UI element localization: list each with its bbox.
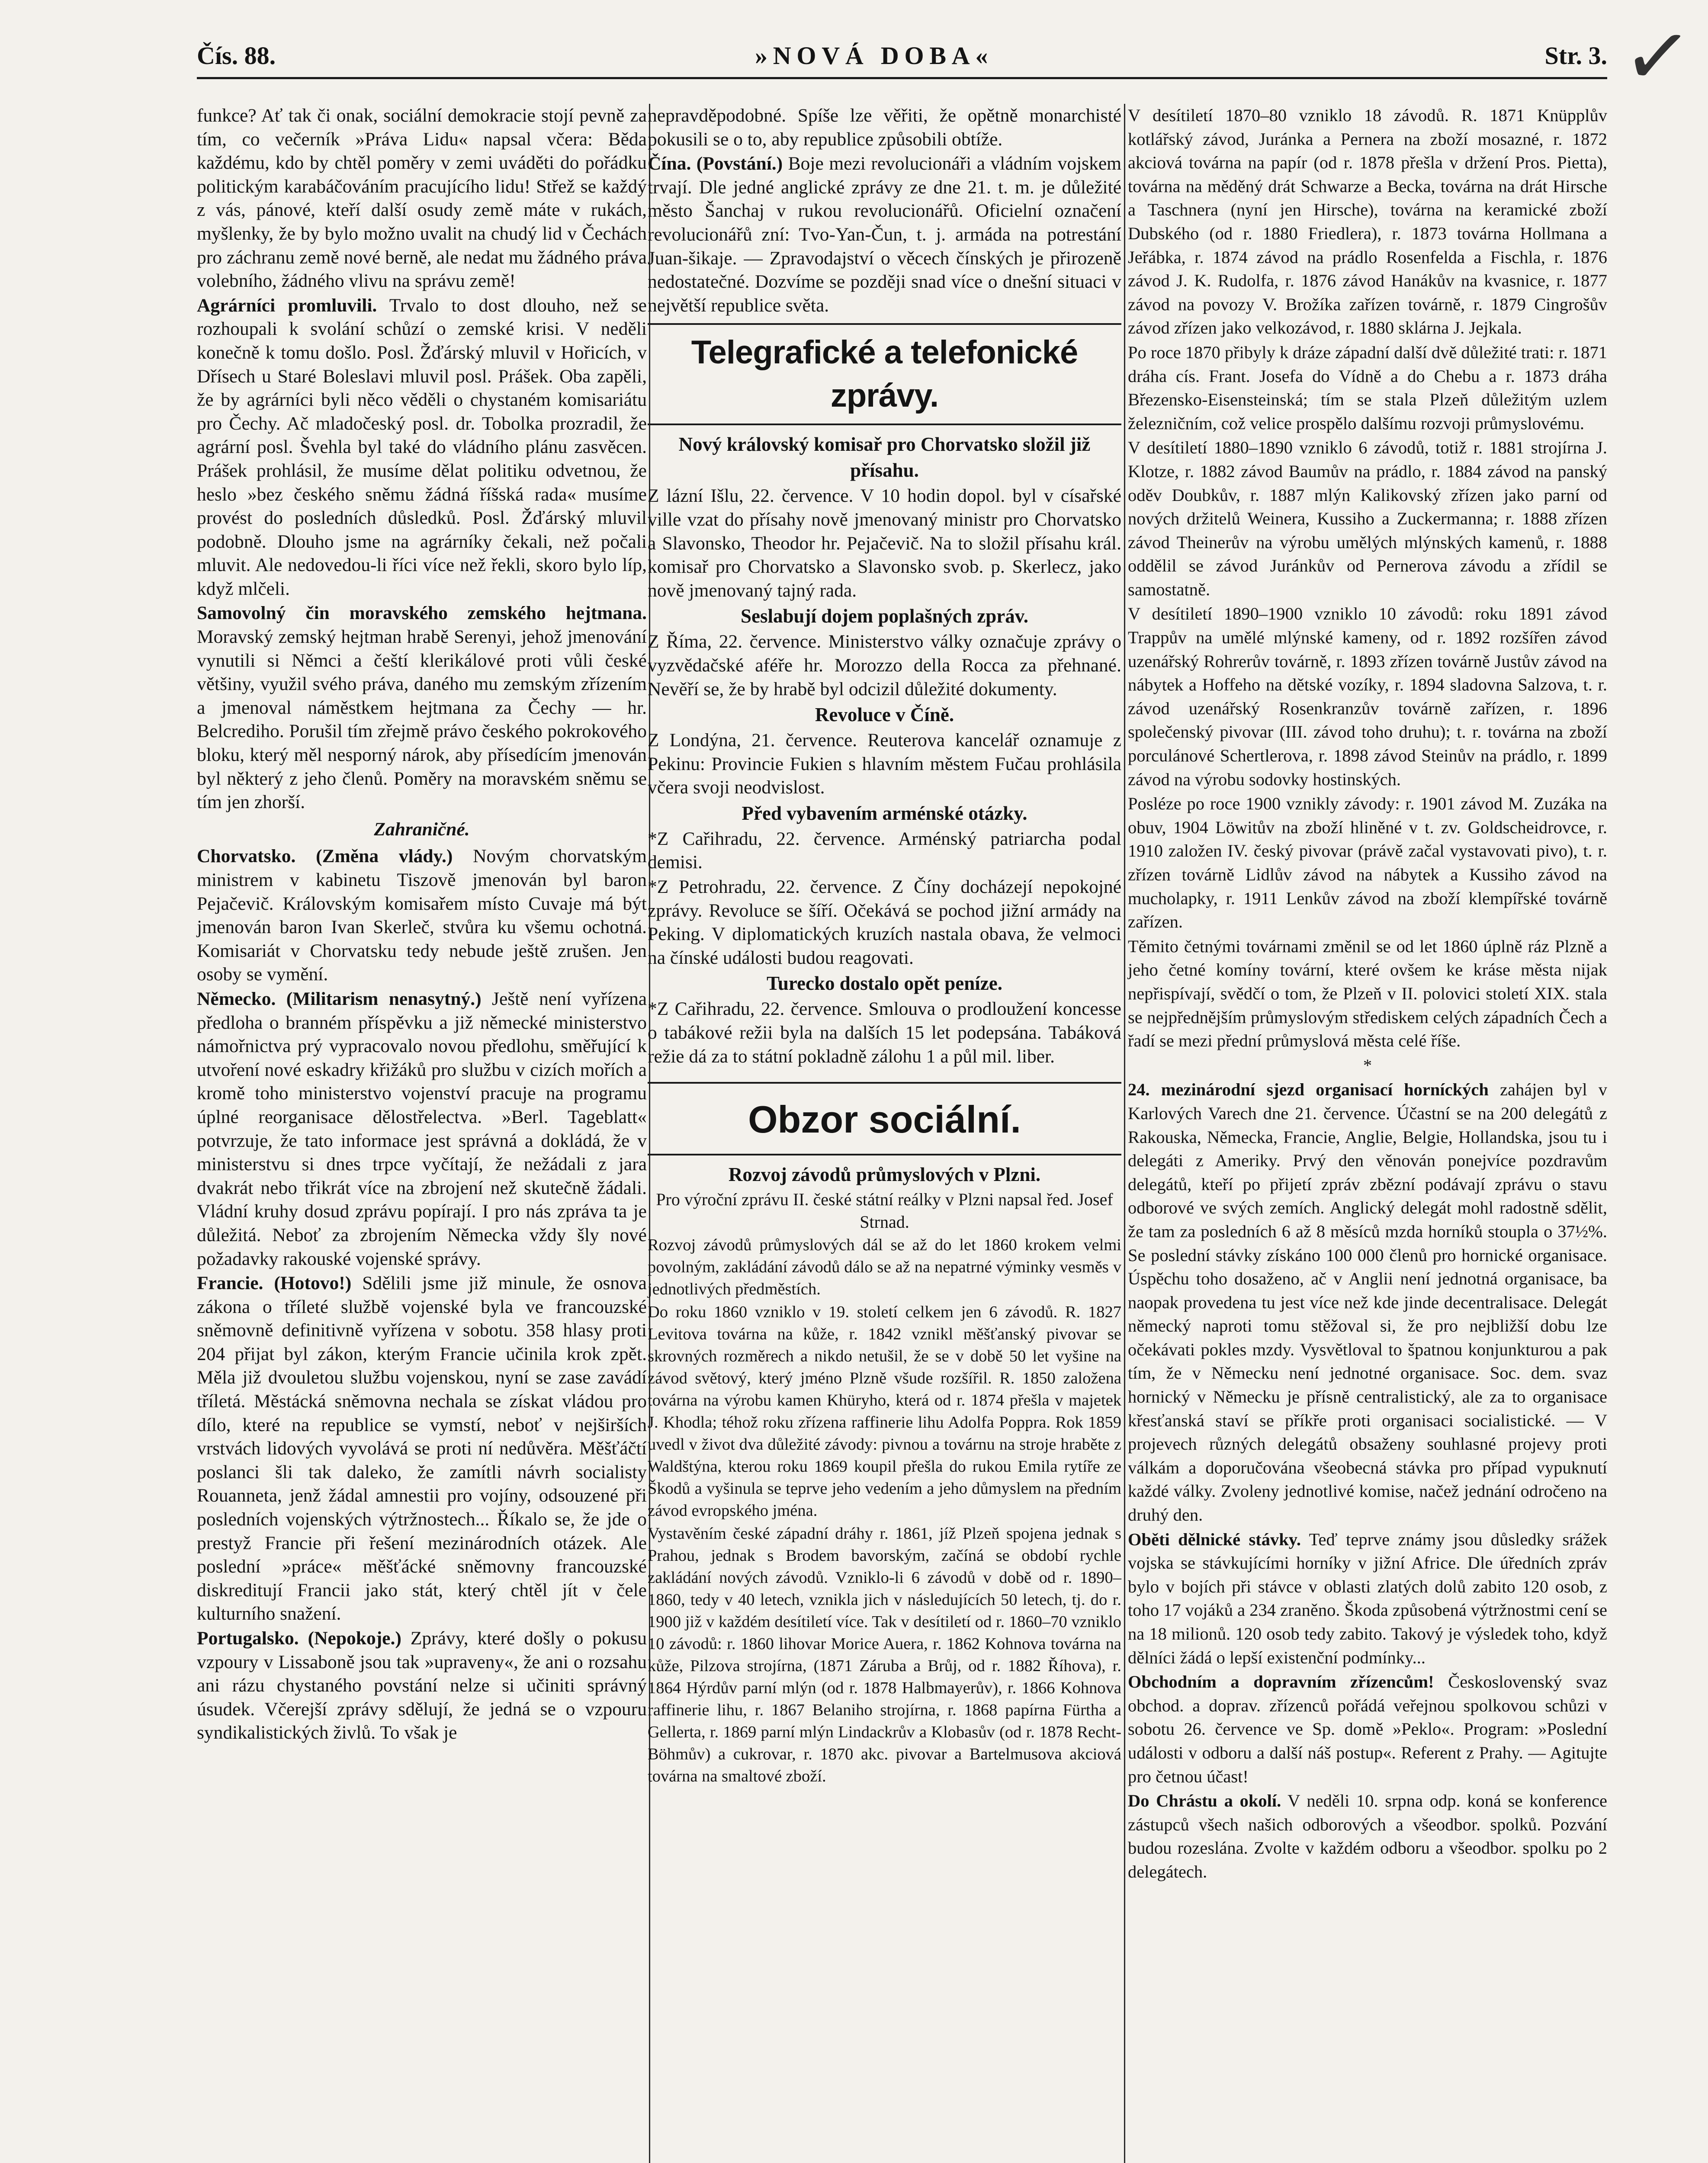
article [1128, 1078, 1607, 1527]
article-text: Ještě není vyřízena předloha o branném příspěvku a již německé ministerstvo námořnictva prý vypracovalo novou předlohu, směřující k utvoření nové eskadry křižáků pro službu v cizích mořích a kromě toho ministerstvo vojenství pracuje na programu úplné reorganisace dělostřelectva. »Berl. Tageblatt« potvrzuje, že tato informace jest správná a dokládá, že v ministerstvu si dnes trpce vyčítají, že nežádali z jara dvakrát nebo třikrát více na zbrojení než skutečně žádali. Vládní kruhy dosud zprávu popírají. I pro nás zpráva ta je důležitá. Neboť za zbrojením Německa vždy šly nové požadavky rakouské vojenské správy. [197, 988, 647, 1269]
news-heading: Turecko dostalo opět peníze. [766, 972, 1003, 995]
news-text: *Z Cařihradu, 22. července. Smlouva o prodloužení koncesse o tabákové režii byla na dalších 15 let podepsána. Tabáková režie dá za to státní pokladně zálohu 1 a půl mil. liber. [648, 998, 1121, 1067]
article-text: Československý svaz obchod. a doprav. zřízenců pořádá veřejnou spolkovou schůzi v sobotu 26. července ve Sp. domě »Peklo«. Program: »Poslední události v odboru a další náš postup«. Referent z Prahy. — Agitujte pro četnou účast! [1128, 1672, 1608, 1786]
page-number: Str. 3. [1544, 42, 1607, 70]
news-heading: Nový královský komisař pro Chorvatsko složil již přísahu. [678, 433, 1091, 481]
news-heading: Seslabují dojem poplašných zpráv. [740, 605, 1029, 627]
news-heading: Revoluce v Číně. [815, 704, 954, 726]
checkmark-icon: ✓ [1618, 5, 1697, 108]
article [1128, 1789, 1607, 1884]
article-heading: Čína. (Povstání.) [648, 153, 783, 174]
article-heading: Francie. (Hotovo!) [197, 1273, 352, 1294]
article-heading: Německo. (Militarism nenasytný.) [197, 988, 482, 1009]
column-3 [1128, 104, 1607, 1885]
article-text: Novým chorvatským ministrem v kabinetu Tiszově jmenován byl baron Pejačevič. Královským komisařem místo Cuvaje má být jmenován baron Ivan Skerleč, stvůra ku všemu ochotná. Komisariát v Chorvatsku tedy nebude ještě zrušen. Jen osoby se vymění. [197, 846, 647, 985]
issue-number: Čís. 88. [197, 42, 276, 70]
article-text: Zprávy, které došly o pokusu vzpoury v Lissaboně jsou tak »upraveny«, že ani o rozsahu ani rázu chystaného povstání nelze si učiniti správný úsudek. Včerejší zprávy sdělují, že jedná se o vzpouru syndikalistických živlů. To však je [197, 1628, 647, 1743]
article-heading: Samovolný čin moravského zemského hejtmana. [197, 603, 647, 624]
page-header [197, 41, 1607, 76]
news-text: Z Říma, 22. července. Ministerstvo války označuje zprávy o vyzvědačské aféře hr. Morozzo della Rocca za přehnané. Nevěří se, že by hrabě byl odcizil důležité dokumenty. [648, 631, 1121, 700]
column-2 [648, 104, 1121, 1788]
paragraph: V desítiletí 1880–1890 vzniklo 6 závodů, totiž r. 1881 strojírna J. Klotze, r. 1882 závod Baumův na prádlo, r. 1884 závod na panský oděv Doubkův, r. 1887 mlýn Kalikovský zřízen jako parní od nových držitelů Weinera, Kussiho a Zuckermanna; r. 1888 zřízen závod Theinerův na výrobu umělých mlýnských kamenů, r. 1888 oddělil se závod Juránkův od Pernerova závodu a zřídil se samostatně. [1128, 438, 1607, 599]
divider [648, 1154, 1121, 1155]
article-text: Teď teprve známy jsou důsledky srážek vojska se stávkujícími horníky v jižní Africe. Dle úředních zpráv bylo v bojích při stávce v oblasti zlatých dolů zabito 120 osob, z toho 17 vojáků a 234 zraněno. Škoda způsobená výtržnostmi cení se na 18 milionů. 120 osob tedy zabito. Takový je výsledek toho, když dělníci žádá o lepší existenční podmínky... [1128, 1529, 1607, 1667]
article-text: Boje mezi revolucionáři a vládním vojskem trvají. Dle jedné anglické zprávy ze dne 21. t. m. je důležité město Šanchaj v rukou revolucionářů. Oficielní označení revolucionářů zní: Tvo-Yan-Čun, t. j. armáda na potrestání Juan-šikaje. — Zpravodajství o věcech čínských je přirozeně nedostatečné. Dozvíme se později snad více o dnešní situaci v největší republice světa. [648, 153, 1122, 316]
news-heading: Před vybavením arménské otázky. [742, 802, 1027, 824]
article-text: Sdělili jsme již minule, že osnova zákona o tříleté službě vojenské byla ve francouzské sněmovně definitivně vyřízena v sobotu. 358 hlasy proti 204 přijat byl zákon, kterým Francie učinila krok zpět. Měla již dvouletou službu vojenskou, nyní se zase zavádí tříletá. Městácká sněmovna nechala se získat vládou pro dílo, které na republice se vymstí, neboť v nejširších vrstvách lidových vyvolává se proti ní nedůvěra. Měšťáčtí poslanci šli tak daleko, že zamítli návrh socialisty Rouanneta, jenž žádal amnestii pro vojíny, odsouzené při posledních vojenských výtržnostech... Říkalo se, že jde o prestyž Francie při řešení mezinárodních otázek. Ale poslední »práce« měšťácké sněmovny francouzské diskreditují Francii jako stát, který chtěl jít v čele kulturního snažení. [197, 1273, 647, 1624]
byline: Pro výroční zprávu II. české státní reálky v Plzni napsal řed. Josef Strnad. [656, 1190, 1113, 1232]
news-text: Z lázní Išlu, 22. července. V 10 hodin dopol. byl v císařské ville vzat do přísahy nově jmenovaný ministr pro Chorvatsko a Slavonsko, Theodor hr. Pejačevič. Na to složil přísahu král. komisař pro Chorvatsko a Slavonsko svob. p. Skerlecz, jako nově jmenovaný tajný rada. [648, 485, 1121, 601]
section-title: Obzor sociální. [748, 1098, 1021, 1141]
article-heading: Chorvatsko. (Změna vlády.) [197, 846, 453, 867]
news-text: Z Londýna, 21. července. Reuterova kancelář oznamuje z Pekinu: Provincie Fukien s hlavním městem Fučau prohlásila včera svoji neodvislost. [648, 730, 1121, 798]
news-text: Vystavěním české západní dráhy r. 1861, jíž Plzeň spojena jednak s Prahou, jednak s Brodem bavorským, začíná se období rychle zakládání nových závodů. Vzniklo-li 6 závodů v době od r. 1890–1860, tedy v 40 letech, vznikla jich v následujících 50 letech, tj. do r. 1900 již v každém desítiletí více. Tak v desítiletí od r. 1860–70 vzniklo 10 závodů: r. 1860 lihovar Morice Auera, r. 1862 Kohnova továrna na kůže, Pilzova strojírna, (1871 Záruba a Brůj, od r. 1882 Říhova), r. 1864 Hýrdův parní mlýn (od r. 1878 Halbmayerův), r. 1866 Kohnova raffinerie lihu, r. 1867 Belaniho strojírna, r. 1868 papírna Fürtha a Gellerta, r. 1869 parní mlýn Lindackrův a Klobasův (od r. 1878 Recht-Böhmův) a cukrovar, r. 1870 akc. pivovar a Bartelmusova akciová továrna na smaltové zboží. [648, 1524, 1121, 1786]
news-text: *Z Cařihradu, 22. července. Arménský patriarcha podal demisi. [648, 828, 1121, 873]
article-text: zahájen byl v Karlových Varech dne 21. července. Účastní se na 200 delegátů z Rakouska, Německa, Francie, Anglie, Belgie, Hollandska, jsou tu i delegáti z Ameriky. Prvý den věnován ponejvíce pozdravům delegátů, kteří po přijetí zpráv zbězní podávají zprávu o stavu odborové ve svých zemích. Anglický delegát mohl radostně sdělit, že tam za posledních 6 až 8 měsíců mzda horníků stoupla o 37½%. Se poslední stávky získáno 100 000 členů pro hornické organisace. Úspěchu toho dosaženo, ač v Anglii není jednotná organisace, ba naopak provedena tu jest více než kde jinde decentralisace. Delegát německý naproti tomu stěžoval si, že pro nejbližší dobu lze očekávati pokles mzdy. Vysvětloval to špatnou konjunkturou a pak tím, že v Německu není jednotné organisace. Soc. dem. svaz hornický v Německu je přísně centralistický, ale za to organisace křesťanská staví se příkře proti organisaci socialistické. — V projevech různých delegátů obsaženy souhlasné projevy proti válkám a doporučována všeobecná stávka pro případ vypuknutí každé války. Zvoleny jednotlivé komise, načež jednání odročeno na druhý den. [1128, 1080, 1607, 1525]
article-text: V neděli 10. srpna odp. koná se konference zástupců všech našich odborových a všeodbor. spolků. Pozvání budou rozeslána. Zvolte v každém odboru a všeodbor. spolku po 2 delegátech. [1128, 1791, 1607, 1881]
article [197, 294, 647, 601]
article [1128, 1670, 1607, 1788]
divider [648, 424, 1121, 425]
paragraph: Posléze po roce 1900 vznikly závody: r. 1901 závod M. Zuzáka na obuv, 1904 Löwitův na zboží hliněné v t. zv. Goldscheidrovce, r. 1910 založen IV. český pivovar (právě začal vystavovati pivo), t. r. zřízen továrně Lidlův závod na nábytek a Kussiho závod na mucholapky, r. 1911 Lenkův závod na zboží klempířské továrně zařízen. [1128, 794, 1607, 932]
article [197, 601, 647, 814]
article-heading: Portugalsko. (Nepokoje.) [197, 1628, 401, 1649]
article [197, 1627, 647, 1745]
article-text: Moravský zemský hejtman hrabě Serenyi, jehož jmenování vynutili si Němci a čeští klerikálové proti vůli české většiny, využil svého práva, daného mu zemským zřízením a jmenoval náměstkem hejtmana za Čechy — hr. Belcrediho. Porušil tím zřejmě právo českého pokrokového bloku, který měl nesporný nárok, aby přísedícím jmenován byl některý z jeho členů. Poměry na moravském sněmu se tím jen zhorší. [197, 626, 647, 813]
news-text: Rozvoj závodů průmyslových dál se až do let 1860 krokem velmi povolným, zakládání závodů dálo se až na nepatrné výminky vesměs v jednotlivých předměstích. [648, 1236, 1121, 1299]
news-text: Do roku 1860 vzniklo v 19. století celkem jen 6 závodů. R. 1827 Levitova továrna na kůže, r. 1842 vznikl měšťanský pivovar se skrovných rozměrech a nikdo netušil, že se v době 50 let vyšine na závod světový, který jméno Plzně všude rozšířil. R. 1850 založena továrna na výrobu kamen Khüryho, která od r. 1874 přešla v majetek J. Khodla; téhož roku zřízena raffinerie lihu Adolfa Poppra. Rok 1859 uvedl v život dva důležité závody: pivnou a továrnu na stroje hraběte z Waldštýna, kterou roku 1869 koupil přešla do rukou Emila rytíře ze Škodů a vyšinula se teprve jeho vedením a jeho důmyslem na předním závod evropského jména. [648, 1303, 1121, 1520]
paragraph: V desítiletí 1870–80 vzniklo 18 závodů. R. 1871 Knüpplův kotlářský závod, Juránka a Pernera na zboží mosazné, r. 1872 akciová továrna na papír (od r. 1878 přešla v držení Pros. Pietta), továrna na měděný drát Schwarze a Becka, továrna na drát Hirsche a Taschnera (nyní jen Hirsche), továrna na keramické zboží Dubského (od r. 1880 Friedlera), r. 1873 továrna Hollmana a Jeřábka, r. 1874 závod na prádlo Rosenfelda a Fischla, r. 1876 závod J. K. Rudolfa, r. 1876 závod Hanákův na kvasnice, r. 1877 závod na povozy V. Brožíka zařízen továrně, r. 1879 Cingrošův závod zřízen jako velkozávod, r. 1880 sklárna J. Jejkala. [1128, 106, 1607, 338]
article [197, 844, 647, 986]
newspaper-title: »NOVÁ DOBA« [755, 42, 994, 70]
section-title: Telegrafické a telefonické zprávy. [691, 334, 1078, 414]
divider [648, 323, 1121, 325]
news-text: *Z Petrohradu, 22. července. Z Číny docházejí nepokojné zprávy. Revoluce se šíří. Očekává se pochod jižní armády na Peking. V diplomatických kruzích nastala obava, že velmoci na čínské události budou reagovati. [648, 876, 1121, 968]
article-heading: 24. mezinárodní sjezd organisací horníckých [1128, 1080, 1489, 1100]
paragraph: Těmito četnými továrnami změnil se od let 1860 úplně ráz Plzně a jeho četné komíny tovární, které ovšem ke kráse města nijak nepřispívají, svědčí o tom, že Plzeň v II. polovici století XIX. stala se nejpřednějším průmyslovým střediskem celých západních Čech a řadí se mezi přední průmyslová města celé říše. [1128, 936, 1607, 1051]
paragraph: funkce? Ať tak či onak, sociální demokracie stojí pevně za tím, co večerník »Práva Lidu« napsal včera: Běda každému, kdo by chtěl poměry v zemi uváděti do pořádku politickým karabáčováním pracujícího lidu! Střež se každý z vás, pánové, kteří další osudy země máte v rukách, myšlenky, že by bylo možno uvalit na chudý lid v Čechách pro záchranu země nové berně, ale nedat mu žádného práva volebního, žádného vlivu na správu země! [197, 105, 647, 292]
article-heading: Oběti dělnické stávky. [1128, 1529, 1301, 1549]
column-1 [197, 104, 647, 1746]
header-rule [197, 77, 1607, 79]
separator-star: * [1363, 1055, 1372, 1075]
article-heading: Do Chrástu a okolí. [1128, 1791, 1281, 1811]
article [1128, 1528, 1607, 1670]
paragraph: V desítiletí 1890–1900 vzniklo 10 závodů: roku 1891 závod Trappův na umělé mlýnské kameny, od r. 1892 rozšířen závod uzenářský Rohrerův továrně, r. 1893 zřízen továrně Justův závod na nábytek a Hoffeho na dětské vozíky, r. 1894 sladovna Salzova, t. r. závod uzenářský Rosenkranzův továrně zařízen, r. 1896 společenský pivovar (III. závod toho druhu); t. r. továrna na zboží porculánové Schertlerova, r. 1898 závod Steinův na prádlo, r. 1899 závod na výrobu sodovky hostinských. [1128, 604, 1607, 789]
column-divider [1124, 104, 1125, 2163]
article-text: Trvalo to dost dlouho, než se rozhoupali k svolání schůzí o zemské krisi. V neděli konečně k tomu došlo. Posl. Žďárský mluvil v Hořicích, v Dřísech u Staré Boleslavi mluvil posl. Prášek. Oba zapěli, že by agrárníci byli něco věděli o chystaném komisariátu pro Čechy. Ač mladočeský posl. dr. Tobolka prozradil, že agrární posl. Švehla byl také do vládního plánu zasvěcen. Prášek prohlásil, že musíme dělat politiku odvetnou, že heslo »bez českého sněmu žádná říšská rada« musíme provést do posledních důsledků. Posl. Žďárský mluvil podobně. Dlouho jsme na agrárníky čekali, než počali mluvit. Ale nedovedou-li říci více než řekli, skoro bylo líp, když mlčeli. [197, 295, 647, 599]
article [648, 152, 1121, 317]
article [197, 987, 647, 1271]
article-heading: Obchodním a dopravním zřízencům! [1128, 1672, 1434, 1692]
divider [648, 1082, 1121, 1084]
paragraph: Po roce 1870 přibyly k dráze západní další dvě důležité trati: r. 1871 dráha cís. Frant. Josefa do Vídně a do Chebu a r. 1873 dráha Březensko-Eisensteinská; tím se stala Plzeň důležitým uzlem železničním, což velice prospělo dalšímu rozvoji průmyslovému. [1128, 342, 1607, 433]
news-heading: Rozvoj závodů průmyslových v Plzni. [728, 1164, 1041, 1186]
paragraph: nepravděpodobné. Spíše lze věřiti, že opětně monarchisté pokusili se o to, aby republice způsobili obtíže. [648, 105, 1121, 150]
article [197, 1271, 647, 1626]
article-heading: Agrárníci promluvili. [197, 295, 377, 316]
section-heading: Zahraničné. [374, 818, 470, 840]
